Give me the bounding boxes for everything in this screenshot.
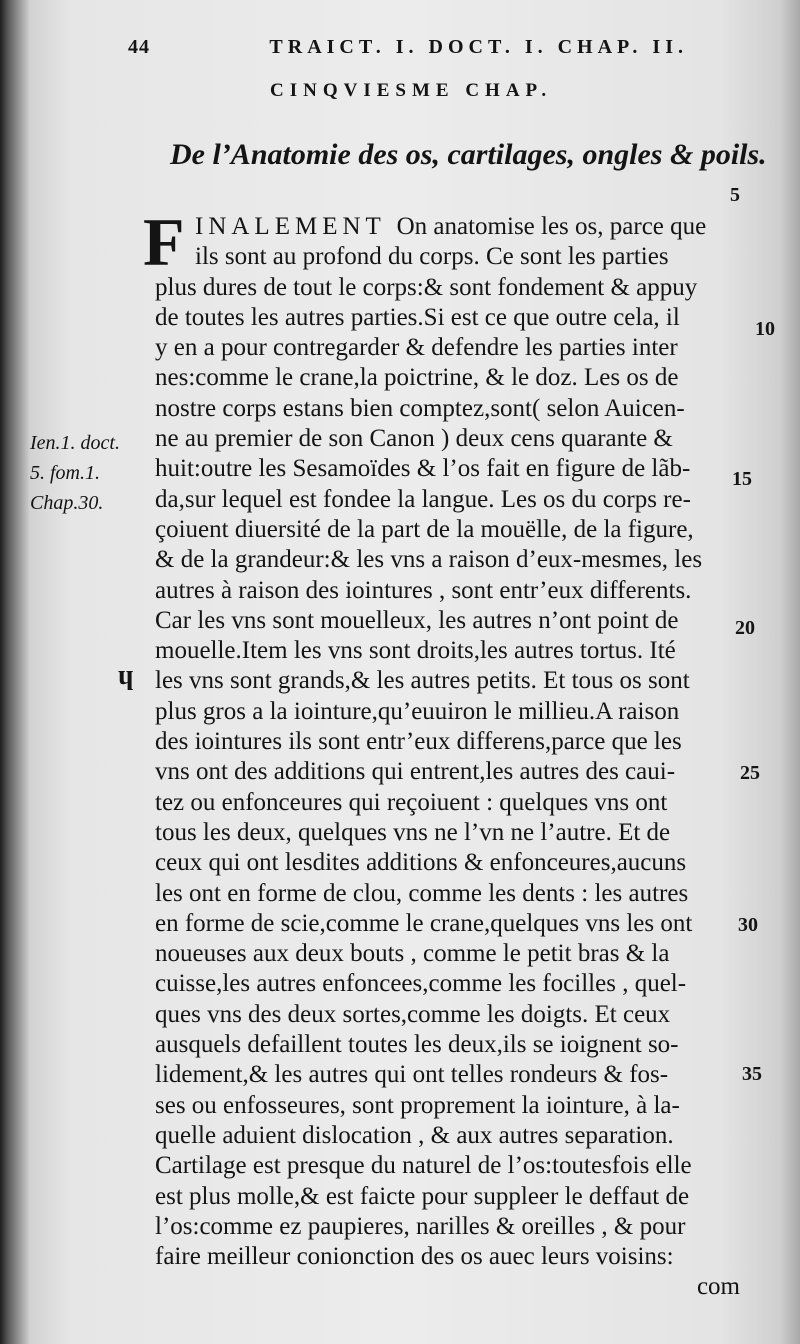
text-line: mouelle.Item les vns sont droits,les autres tortus. Ité [155,637,676,665]
text-line: ne au premier de son Canon ) deux cens quarante & [155,425,673,453]
text-line: ils sont au profond du corps. Ce sont les parties [195,243,669,271]
text-line: nostre corps estans bien comptez,sont( selon Auicen- [155,394,685,422]
text-line: plus dures de tout le corps:& sont fondement & appuy [155,273,698,301]
running-title: TRAICT. I. DOCT. I. CHAP. II. [269,36,688,58]
chapter-title: CINQVIESME CHAP. [270,80,553,101]
text-line: tous les deux, quelques vns ne l’vn ne l’autre. Et de [155,818,671,846]
margin-mark: ɥ [118,660,134,691]
text-line: y en a pour contregarder & defendre les parties inter [155,334,678,362]
text-line: lidement,& les autres qui ont telles rondeurs & fos- [155,1061,669,1089]
text-line: ses ou enfosseures, sont proprement la iointure, à la- [155,1091,680,1119]
text-line: quelle aduient dislocation , & aux autres separation. [155,1121,674,1149]
text-line [155,212,745,242]
margin-note-line: Ien.1. doct. [30,432,120,454]
text-line: noueuses aux deux bouts , comme le petit bras & la [155,940,670,968]
margin-note-line: Chap.30. [30,492,104,514]
line-number: 35 [742,1063,762,1085]
text-line: les ont en forme de clou, comme les dents : les autres [155,879,689,907]
text-line: les vns sont grands,& les autres petits. Et tous os sont [155,667,690,695]
text-line: Cartilage est presque du naturel de l’os:toutesfois elle [155,1152,692,1180]
line-number: 25 [740,762,760,784]
text-line: faire meilleur conionction des os auec leurs voisins: [155,1243,674,1271]
drop-cap: F [143,204,185,280]
text-line: de toutes les autres parties.Si est ce que outre cela, il [155,303,680,331]
line-number: 30 [738,914,758,936]
text-line: en forme de scie,comme le crane,quelques vns les ont [155,909,693,937]
text-line: vns ont des additions qui entrent,les autres des caui- [155,758,676,786]
margin-note-line: 5. fom.1. [30,462,100,484]
text-line: ques vns des deux sortes,comme les doigts. Et ceux [155,1000,671,1028]
text-line: nes:comme le crane,la poictrine, & le doz. Les os de [155,364,679,392]
text-line: Car les vns sont mouelleux, les autres n’ont point de [155,606,679,634]
text-line: est plus molle,& est faicte pour suppleer le deffaut de [155,1182,690,1210]
text-line: tez ou enfonceures qui reçoiuent : quelques vns ont [155,788,668,816]
text-line: l’os:comme ez paupieres, narilles & oreilles , & pour [155,1212,686,1240]
running-head [128,36,688,59]
margin-note [30,428,120,518]
text-line: çoiuent diuersité de la part de la mouëlle, de la figure, [155,515,694,543]
text-line: ausquels defaillent toutes les deux,ils se ioignent so- [155,1031,679,1059]
body-text [143,204,745,1303]
page-number: 44 [128,36,150,58]
line-number: 10 [755,318,775,340]
text-line: & de la grandeur:& les vns a raison d’eux-mesmes, les [155,546,703,574]
text-line: autres à raison des iointures , sont entr’eux differents. [155,576,692,604]
line-number: 5 [730,184,740,206]
line-number: 15 [732,468,752,490]
text-line-rest: On anatomise les os, parce que [396,213,707,240]
section-title: De l’Anatomie des os, cartilages, ongles & poils. [170,138,767,171]
text-line: cuisse,les autres enfoncees,comme les focilles , quel- [155,970,687,998]
text-line: plus gros a la iointure,qu’euuiron le millieu.A raison [155,697,680,725]
text-line: des iointures ils sont entr’eux differens,parce que les [155,728,682,756]
lead-word: INALEMENT [195,213,386,240]
text-line: da,sur lequel est fondee la langue. Les os du corps re- [155,485,691,513]
catchword: com [696,1273,740,1301]
line-number: 20 [735,617,755,639]
text-line: ceux qui ont lesdites additions & enfonceures,aucuns [155,849,687,877]
text-line: huit:outre les Sesamoïdes & l’os fait en figure de lãb- [155,455,691,483]
